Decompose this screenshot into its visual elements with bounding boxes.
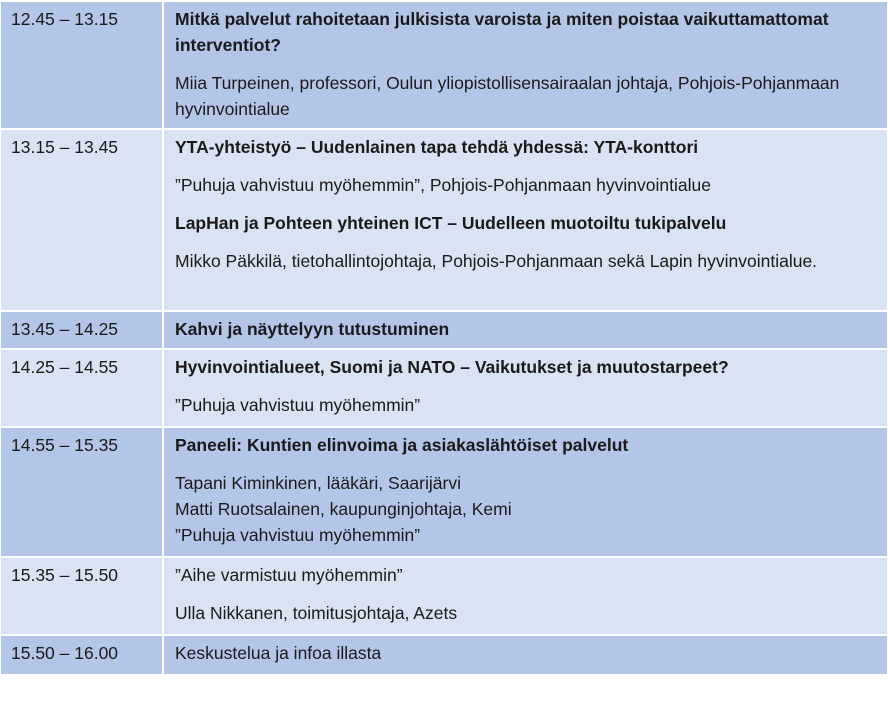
agenda-row bbox=[1, 349, 887, 427]
speaker-text: Tapani Kiminkinen, lääkäri, Saarijärvi bbox=[175, 473, 461, 493]
agenda-row bbox=[1, 129, 887, 311]
agenda-row bbox=[1, 557, 887, 635]
time-cell: 13.45 – 14.25 bbox=[1, 311, 163, 349]
session-title: Kahvi ja näyttelyyn tutustuminen bbox=[175, 319, 450, 339]
content-cell bbox=[163, 1, 887, 129]
session-title: Keskustelua ja infoa illasta bbox=[175, 643, 382, 663]
speaker-text: ”Puhuja vahvistuu myöhemmin” bbox=[175, 525, 421, 545]
session-title: Hyvinvointialueet, Suomi ja NATO – Vaikutukset ja muutostarpeet? bbox=[175, 357, 729, 377]
time-cell: 15.35 – 15.50 bbox=[1, 557, 163, 635]
speaker-text: ”Puhuja vahvistuu myöhemmin” bbox=[175, 395, 421, 415]
time-cell: 15.50 – 16.00 bbox=[1, 635, 163, 675]
content-cell bbox=[163, 557, 887, 635]
agenda-table bbox=[1, 0, 887, 676]
session-title: LapHan ja Pohteen yhteinen ICT – Uudelleen muotoiltu tukipalvelu bbox=[175, 213, 727, 233]
speaker-text: Ulla Nikkanen, toimitusjohtaja, Azets bbox=[175, 603, 458, 623]
content-cell bbox=[163, 427, 887, 557]
session-title: YTA-yhteistyö – Uudenlainen tapa tehdä yhdessä: YTA-konttori bbox=[175, 137, 699, 157]
session-title: Mitkä palvelut rahoitetaan julkisista varoista ja miten poistaa vaikuttamattomat interventiot? bbox=[175, 9, 829, 55]
content-cell bbox=[163, 129, 887, 311]
agenda-row bbox=[1, 311, 887, 349]
session-title: Paneeli: Kuntien elinvoima ja asiakaslähtöiset palvelut bbox=[175, 435, 629, 455]
content-cell bbox=[163, 349, 887, 427]
time-cell: 13.15 – 13.45 bbox=[1, 129, 163, 311]
agenda-row bbox=[1, 635, 887, 675]
speaker-text: ”Puhuja vahvistuu myöhemmin”, Pohjois-Pohjanmaan hyvinvointialue bbox=[175, 175, 711, 195]
content-cell bbox=[163, 311, 887, 349]
time-cell: 14.25 – 14.55 bbox=[1, 349, 163, 427]
speaker-text: Mikko Päkkilä, tietohallintojohtaja, Pohjois-Pohjanmaan sekä Lapin hyvinvointialue. bbox=[175, 251, 818, 271]
agenda-row bbox=[1, 427, 887, 557]
time-cell: 12.45 – 13.15 bbox=[1, 1, 163, 129]
speaker-text: Matti Ruotsalainen, kaupunginjohtaja, Kemi bbox=[175, 499, 512, 519]
time-cell: 14.55 – 15.35 bbox=[1, 427, 163, 557]
speaker-text: Miia Turpeinen, professori, Oulun yliopistollisensairaalan johtaja, Pohjois-Pohjanmaan hyvinvointialue bbox=[175, 73, 840, 119]
content-cell bbox=[163, 635, 887, 675]
session-title: ”Aihe varmistuu myöhemmin” bbox=[175, 565, 403, 585]
agenda-row bbox=[1, 1, 887, 129]
